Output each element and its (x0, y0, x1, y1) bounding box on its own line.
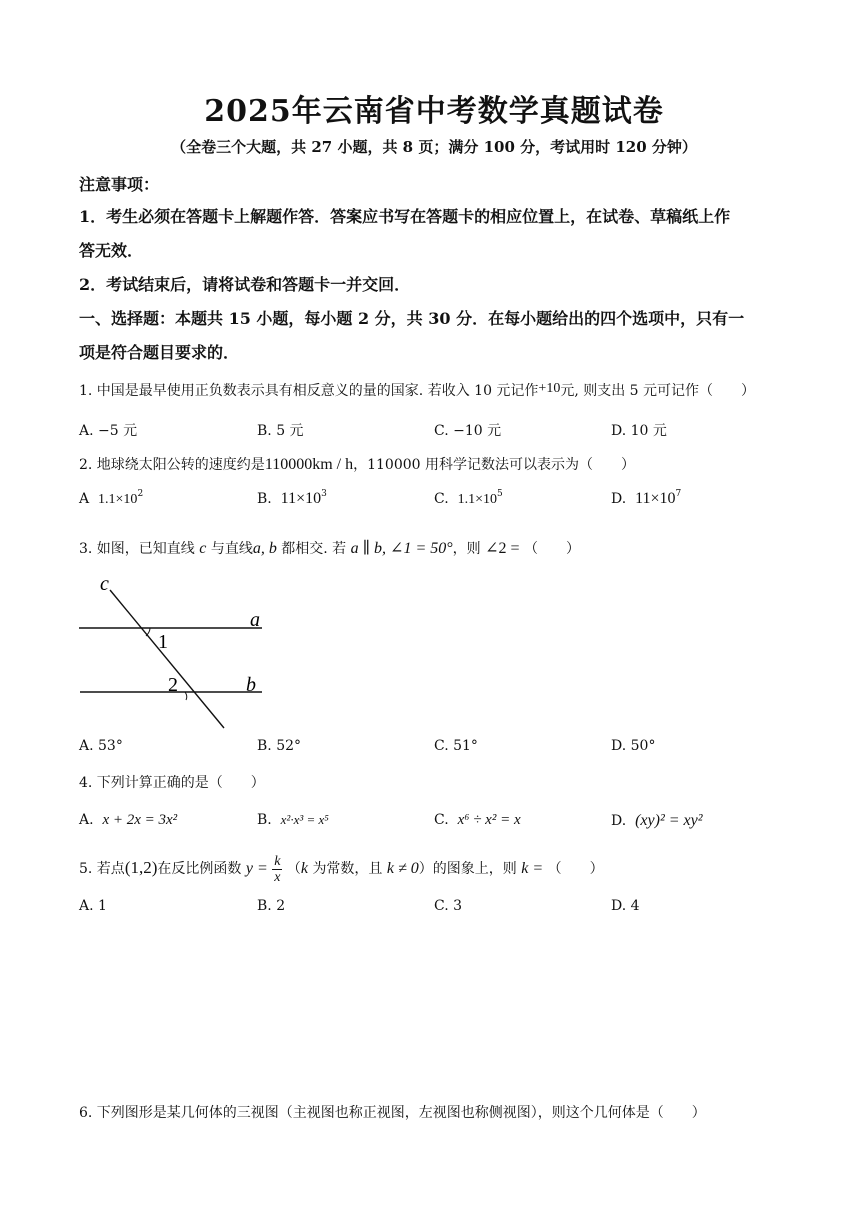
question-5-condition: k ≠ 0 (386, 860, 419, 877)
question-5-point: (1,2) (124, 858, 158, 877)
question-2-option-d: D. $11\times 10^7$ (611, 489, 682, 507)
label-a: a (250, 609, 260, 631)
label-angle-1: 1 (158, 631, 168, 653)
section-1-heading-line-2: 项是符合题目要求的． (79, 343, 240, 362)
label-b: b (246, 674, 256, 696)
question-3-stem: 3. 如图，已知直线 c 与直线a, b 都相交. 若 a ∥ b, ∠1 = 50°，则 ∠2 = （ ） (79, 540, 580, 557)
question-2-option-c: C. $1.1\times 10^5$ (434, 489, 503, 507)
notice-heading: 注意事项： (79, 175, 160, 194)
question-6-stem: 6. 下列图形是某几何体的三视图（主视图也称正视图，左视图也称侧视图），则这个几何体是（ ） (79, 1105, 706, 1121)
notice-item-2: 2．考试结束后，请将试卷和答题卡一并交回． (79, 275, 411, 294)
section-1-heading-line-1: 一、选择题：本题共 15 小题，每小题 2 分，共 30 分．在每小题给出的四个选项中，只有一 (79, 309, 745, 328)
question-2-stem (79, 454, 635, 474)
question-1-stem-text-b: 元, 则支出 5 元可记作（ ） (560, 383, 756, 399)
question-3-option-b: B. 52° (257, 738, 302, 754)
question-4-option-b: B. x²·x³ = x⁵ (257, 812, 329, 828)
question-3-var-ab: a, b (252, 540, 277, 557)
question-2-stem-text-b: ，110000 用科学记数法可以表示为（ ） (353, 457, 636, 473)
question-3-option-a: A. 53° (79, 738, 123, 754)
question-3-option-d: D. 50° (611, 738, 656, 754)
question-4-option-a: A. x + 2x = 3x² (79, 812, 178, 828)
label-angle-2: 2 (168, 674, 178, 696)
question-2-option-b: B. $11\times 10^3$ (257, 489, 327, 507)
line-c (110, 590, 224, 728)
question-2-option-a: A $1.1\times 10^2$ (79, 489, 144, 507)
question-4-stem: 4. 下列计算正确的是（ ） (79, 775, 265, 791)
question-5-option-d: D. 4 (611, 898, 640, 914)
question-5-option-b: B. 2 (257, 898, 286, 914)
question-5-func-y: y = (245, 860, 268, 877)
angle-2-arc (185, 692, 187, 700)
question-1-option-d: D. 10 元 (611, 423, 667, 439)
question-1-option-c: C. −10 元 (434, 423, 502, 439)
question-3-option-c: C. 51° (434, 738, 478, 754)
question-5-ask: k = (521, 860, 544, 877)
question-1-option-a: A. −5 元 (79, 423, 138, 439)
label-c: c (100, 573, 109, 595)
question-4-option-c: C. x⁶ ÷ x² = x (434, 812, 521, 828)
question-1-option-b: B. 5 元 (257, 423, 304, 439)
notice-item-1-line-1: 1．考生必须在答题卡上解题作答．答案应书写在答题卡的相应位置上，在试卷、草稿纸上作 (79, 207, 731, 226)
question-1-stem-math: +10 (538, 381, 561, 396)
question-3-condition: a ∥ b, ∠1 = 50° (350, 540, 453, 557)
question-4-option-d: D. (xy)² = xy² (611, 812, 703, 829)
notice-item-1-line-2: 答无效． (79, 241, 144, 260)
angle-1-arc (146, 628, 150, 636)
question-5-fraction: $\frac{k}{x}$ (274, 853, 281, 885)
question-2-stem-math: 110000km / h (264, 456, 354, 473)
question-3-figure (70, 570, 290, 740)
question-1-stem (79, 380, 755, 400)
question-5-option-c: C. 3 (434, 898, 463, 914)
question-1-stem-text-a: 1. 中国是最早使用正负数表示具有相反意义的量的国家. 若收入 10 元记作 (79, 383, 539, 399)
page-subtitle: （全卷三个大题，共 27 小题，共 8 页；满分 100 分，考试用时 120 分钟） (171, 138, 697, 156)
question-3-ask: ∠2 = (485, 540, 520, 557)
page-title: 2025年云南省中考数学真题试卷 (204, 94, 664, 129)
question-3-var-c: c (199, 540, 207, 557)
question-2-stem-text-a: 2. 地球绕太阳公转的速度约是 (79, 457, 265, 473)
question-5-option-a: A. 1 (79, 898, 107, 914)
question-5-stem: 5. 若点(1,2)在反比例函数 y = $\frac{k}{x}$ （k 为常数，且 k ≠ 0）的图象上，则 k = （ ） (79, 853, 604, 885)
